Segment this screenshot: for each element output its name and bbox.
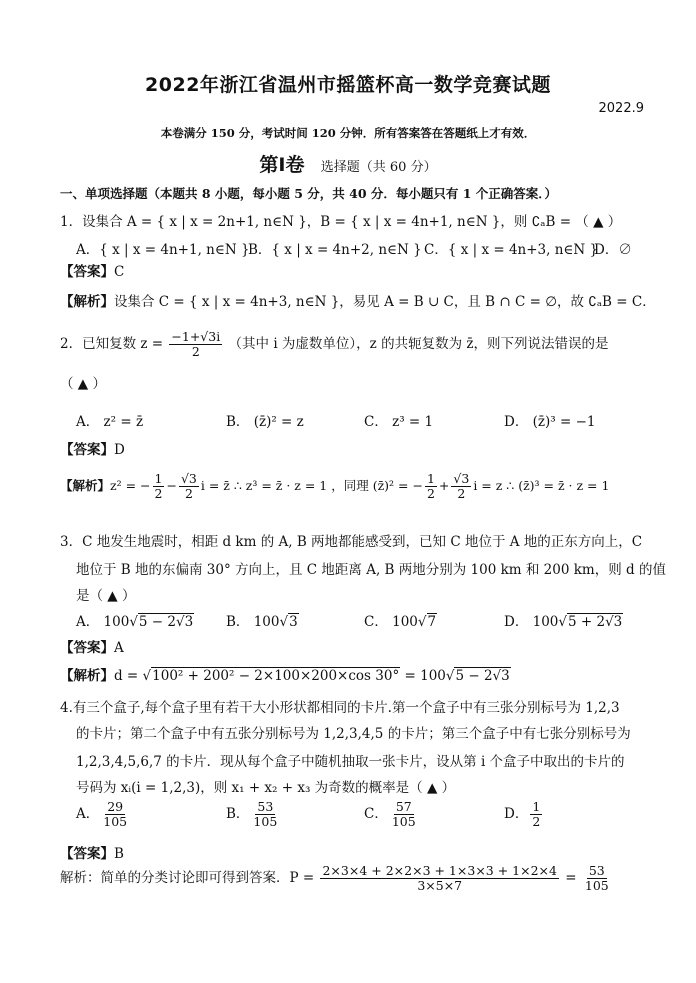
analysis-part: = 100: [404, 668, 446, 684]
q3-option-a: A． 100√5 − 2√3: [76, 614, 194, 630]
fraction-numerator: −1+√3i: [171, 329, 221, 344]
q4-line-1: 4.有三个盒子,每个盒子里有若干大小形状都相同的卡片.第一个盒子中有三张分别标号为 1,2,3: [60, 700, 620, 716]
fraction-numerator: √3: [453, 471, 470, 486]
analysis-fraction: [153, 472, 165, 501]
fraction-denominator: 105: [584, 877, 609, 893]
fraction-numerator: 2×3×4 + 2×2×3 + 1×3×3 + 1×2×4: [322, 863, 557, 878]
fraction-numerator: 53: [257, 799, 274, 814]
analysis-tag: 【解析】: [60, 477, 111, 493]
q2-analysis: [60, 472, 609, 501]
q3-analysis: 【解析】d = √100² + 200² − 2×100×200×cos 30° = 100√5 − 2√3: [60, 668, 510, 684]
q4-option-c: [364, 800, 420, 829]
option-fraction: [390, 800, 418, 829]
answer-tag: 【答案】: [60, 264, 114, 280]
q4-line-4: 号码为 xᵢ(i = 1,2,3)，则 x₁ + x₂ + x₃ 为奇数的概率是（ ▲ ）: [76, 780, 456, 796]
option-text: B． 100: [226, 614, 280, 630]
analysis-part: i = z̄ ∴ z³ = z̄ · z = 1 ，同理 (z̄)² = −: [200, 477, 423, 493]
q2-fraction: [169, 330, 222, 359]
analysis-part: d =: [114, 668, 139, 684]
fraction-numerator: 57: [395, 799, 412, 814]
q4-analysis: [60, 864, 613, 893]
answer-value: B: [114, 846, 124, 862]
q4-option-d: [504, 800, 544, 829]
option-fraction: [251, 800, 279, 829]
q4-line-2: 的卡片；第二个盒子中有五张分别标号为 1,2,3,4,5 的卡片；第三个盒子中有七张分别标号为: [76, 726, 631, 742]
radicand: 5 − 2√3: [138, 614, 194, 630]
option-label: B．: [226, 805, 250, 822]
q1-option-a: A．{ x | x = 4n+1, n∈N }: [76, 242, 250, 258]
option-fraction: [530, 800, 542, 829]
radicand: 5 − 2√3: [455, 668, 510, 684]
analysis-fraction: [179, 472, 199, 501]
q2-option-b: B． (z̄)² = z: [226, 414, 304, 430]
q3-line-1: 3．C 地发生地震时，相距 d km 的 A, B 两地都能感受到，已知 C 地位于 A 地的正东方向上，C: [60, 534, 643, 550]
fraction-numerator: 1: [426, 471, 435, 486]
option-label: C．: [364, 805, 388, 822]
q2-stem-b: （其中 i 为虚数单位），z 的共轭复数为 z̄，则下列说法错误的是: [228, 335, 609, 352]
page-title: 2022年浙江省温州市摇篮杯高一数学竞赛试题: [145, 74, 551, 96]
fraction-denominator: 105: [103, 813, 128, 829]
fraction-numerator: 1: [154, 471, 163, 486]
fraction-denominator: 2: [457, 485, 466, 501]
analysis-fraction: [425, 472, 437, 501]
answer-value: A: [114, 640, 124, 656]
part-title: 第Ⅰ卷: [259, 154, 305, 176]
exam-date: 2022.9: [598, 101, 644, 116]
q3-line-3: 是（ ▲ ）: [76, 588, 136, 604]
answer-tag: 【答案】: [60, 846, 114, 862]
q2-stem-c: （ ▲ ）: [60, 376, 106, 392]
q1-option-c: C．{ x | x = 4n+3, n∈N }: [424, 242, 599, 258]
option-text: D． 100: [504, 614, 559, 630]
fraction-denominator: 105: [253, 813, 278, 829]
result-fraction: [583, 864, 611, 893]
fraction-denominator: 2: [184, 485, 193, 501]
q3-option-d: D． 100√5 + 2√3: [504, 614, 623, 630]
q3-answer: [60, 636, 124, 656]
analysis-part: z² = −: [110, 477, 151, 493]
fraction-denominator: 105: [391, 813, 416, 829]
equals-sign: =: [565, 869, 577, 886]
q3-option-b: B． 100√3: [226, 614, 298, 630]
q4-answer: [60, 842, 124, 862]
answer-tag: 【答案】: [60, 640, 114, 656]
analysis-part: −: [166, 477, 177, 493]
q2-option-c: C． z³ = 1: [364, 414, 434, 430]
analysis-fraction: [320, 864, 559, 893]
fraction-denominator: 2: [426, 485, 435, 501]
analysis-part: +: [438, 477, 450, 493]
option-fraction: [101, 800, 129, 829]
option-text: A． 100: [76, 614, 130, 630]
fraction-denominator: 2: [191, 343, 200, 359]
fraction-numerator: 29: [107, 799, 124, 814]
answer-value: C: [114, 264, 125, 280]
part-heading: [0, 150, 696, 177]
radicand: 7: [427, 614, 437, 630]
q4-line-3: 1,2,3,4,5,6,7 的卡片．现从每个盒子中随机抽取一张卡片，设从第 i 个盒子中取出的卡片的: [76, 754, 625, 770]
fraction-numerator: √3: [180, 471, 197, 486]
option-label: D．: [504, 805, 529, 822]
radicand: 100² + 200² − 2×100×200×cos 30°: [152, 668, 400, 684]
fraction-numerator: 53: [588, 863, 605, 878]
analysis-tag: 【解析】: [60, 294, 114, 310]
section-heading: 一、单项选择题（本题共 8 小题，每小题 5 分，共 40 分．每小题只有 1 个正确答案．）: [60, 186, 558, 201]
q2-stem-a: 2．已知复数 z =: [60, 335, 164, 352]
answer-value: D: [114, 442, 125, 458]
q1-analysis: [60, 290, 656, 310]
analysis-text: 解析：简单的分类讨论即可得到答案．P =: [60, 869, 315, 886]
q2-stem: [60, 330, 609, 359]
q3-option-c: C． 100√7: [364, 614, 437, 630]
radicand: 5 + 2√3: [568, 614, 623, 630]
q1-option-b: B．{ x | x = 4n+2, n∈N }: [248, 242, 422, 258]
part-subtitle: 选择题（共 60 分）: [320, 160, 437, 175]
fraction-denominator: 2: [154, 485, 163, 501]
fraction-denominator: 2: [532, 813, 541, 829]
analysis-text: 设集合 C = { x | x = 4n+3, n∈N }，易见 A = B ∪ C，且 B ∩ C = ∅，故 ∁ₐB = C．: [114, 294, 656, 310]
exam-notice: 本卷满分 150 分，考试时间 120 分钟．所有答案答在答题纸上才有效．: [160, 126, 536, 140]
fraction-numerator: 1: [532, 799, 541, 814]
q1-stem: 1．设集合 A = { x | x = 2n+1, n∈N }，B = { x | x = 4n+1, n∈N }，则 ∁ₐB = （ ▲ ）: [60, 214, 622, 230]
analysis-fraction: [451, 472, 471, 501]
q1-answer: [60, 260, 124, 280]
q4-option-b: [226, 800, 281, 829]
fraction-denominator: 3×5×7: [417, 877, 463, 893]
q4-option-a: [76, 800, 131, 829]
analysis-part: i = z ∴ (z̄)³ = z̄ · z = 1: [473, 477, 610, 493]
option-label: A．: [76, 805, 100, 822]
answer-tag: 【答案】: [60, 442, 114, 458]
q3-line-2: 地位于 B 地的东偏南 30° 方向上，且 C 地距离 A, B 两地分别为 100 km 和 200 km，则 d 的值: [76, 562, 666, 578]
option-text: C． 100: [364, 614, 418, 630]
q2-answer: [60, 438, 125, 458]
radicand: 3: [289, 614, 298, 630]
q1-option-d: D．∅: [594, 242, 632, 258]
analysis-tag: 【解析】: [60, 668, 114, 684]
q2-option-d: D． (z̄)³ = −1: [504, 414, 596, 430]
q2-option-a: A． z² = z̄: [76, 414, 144, 430]
